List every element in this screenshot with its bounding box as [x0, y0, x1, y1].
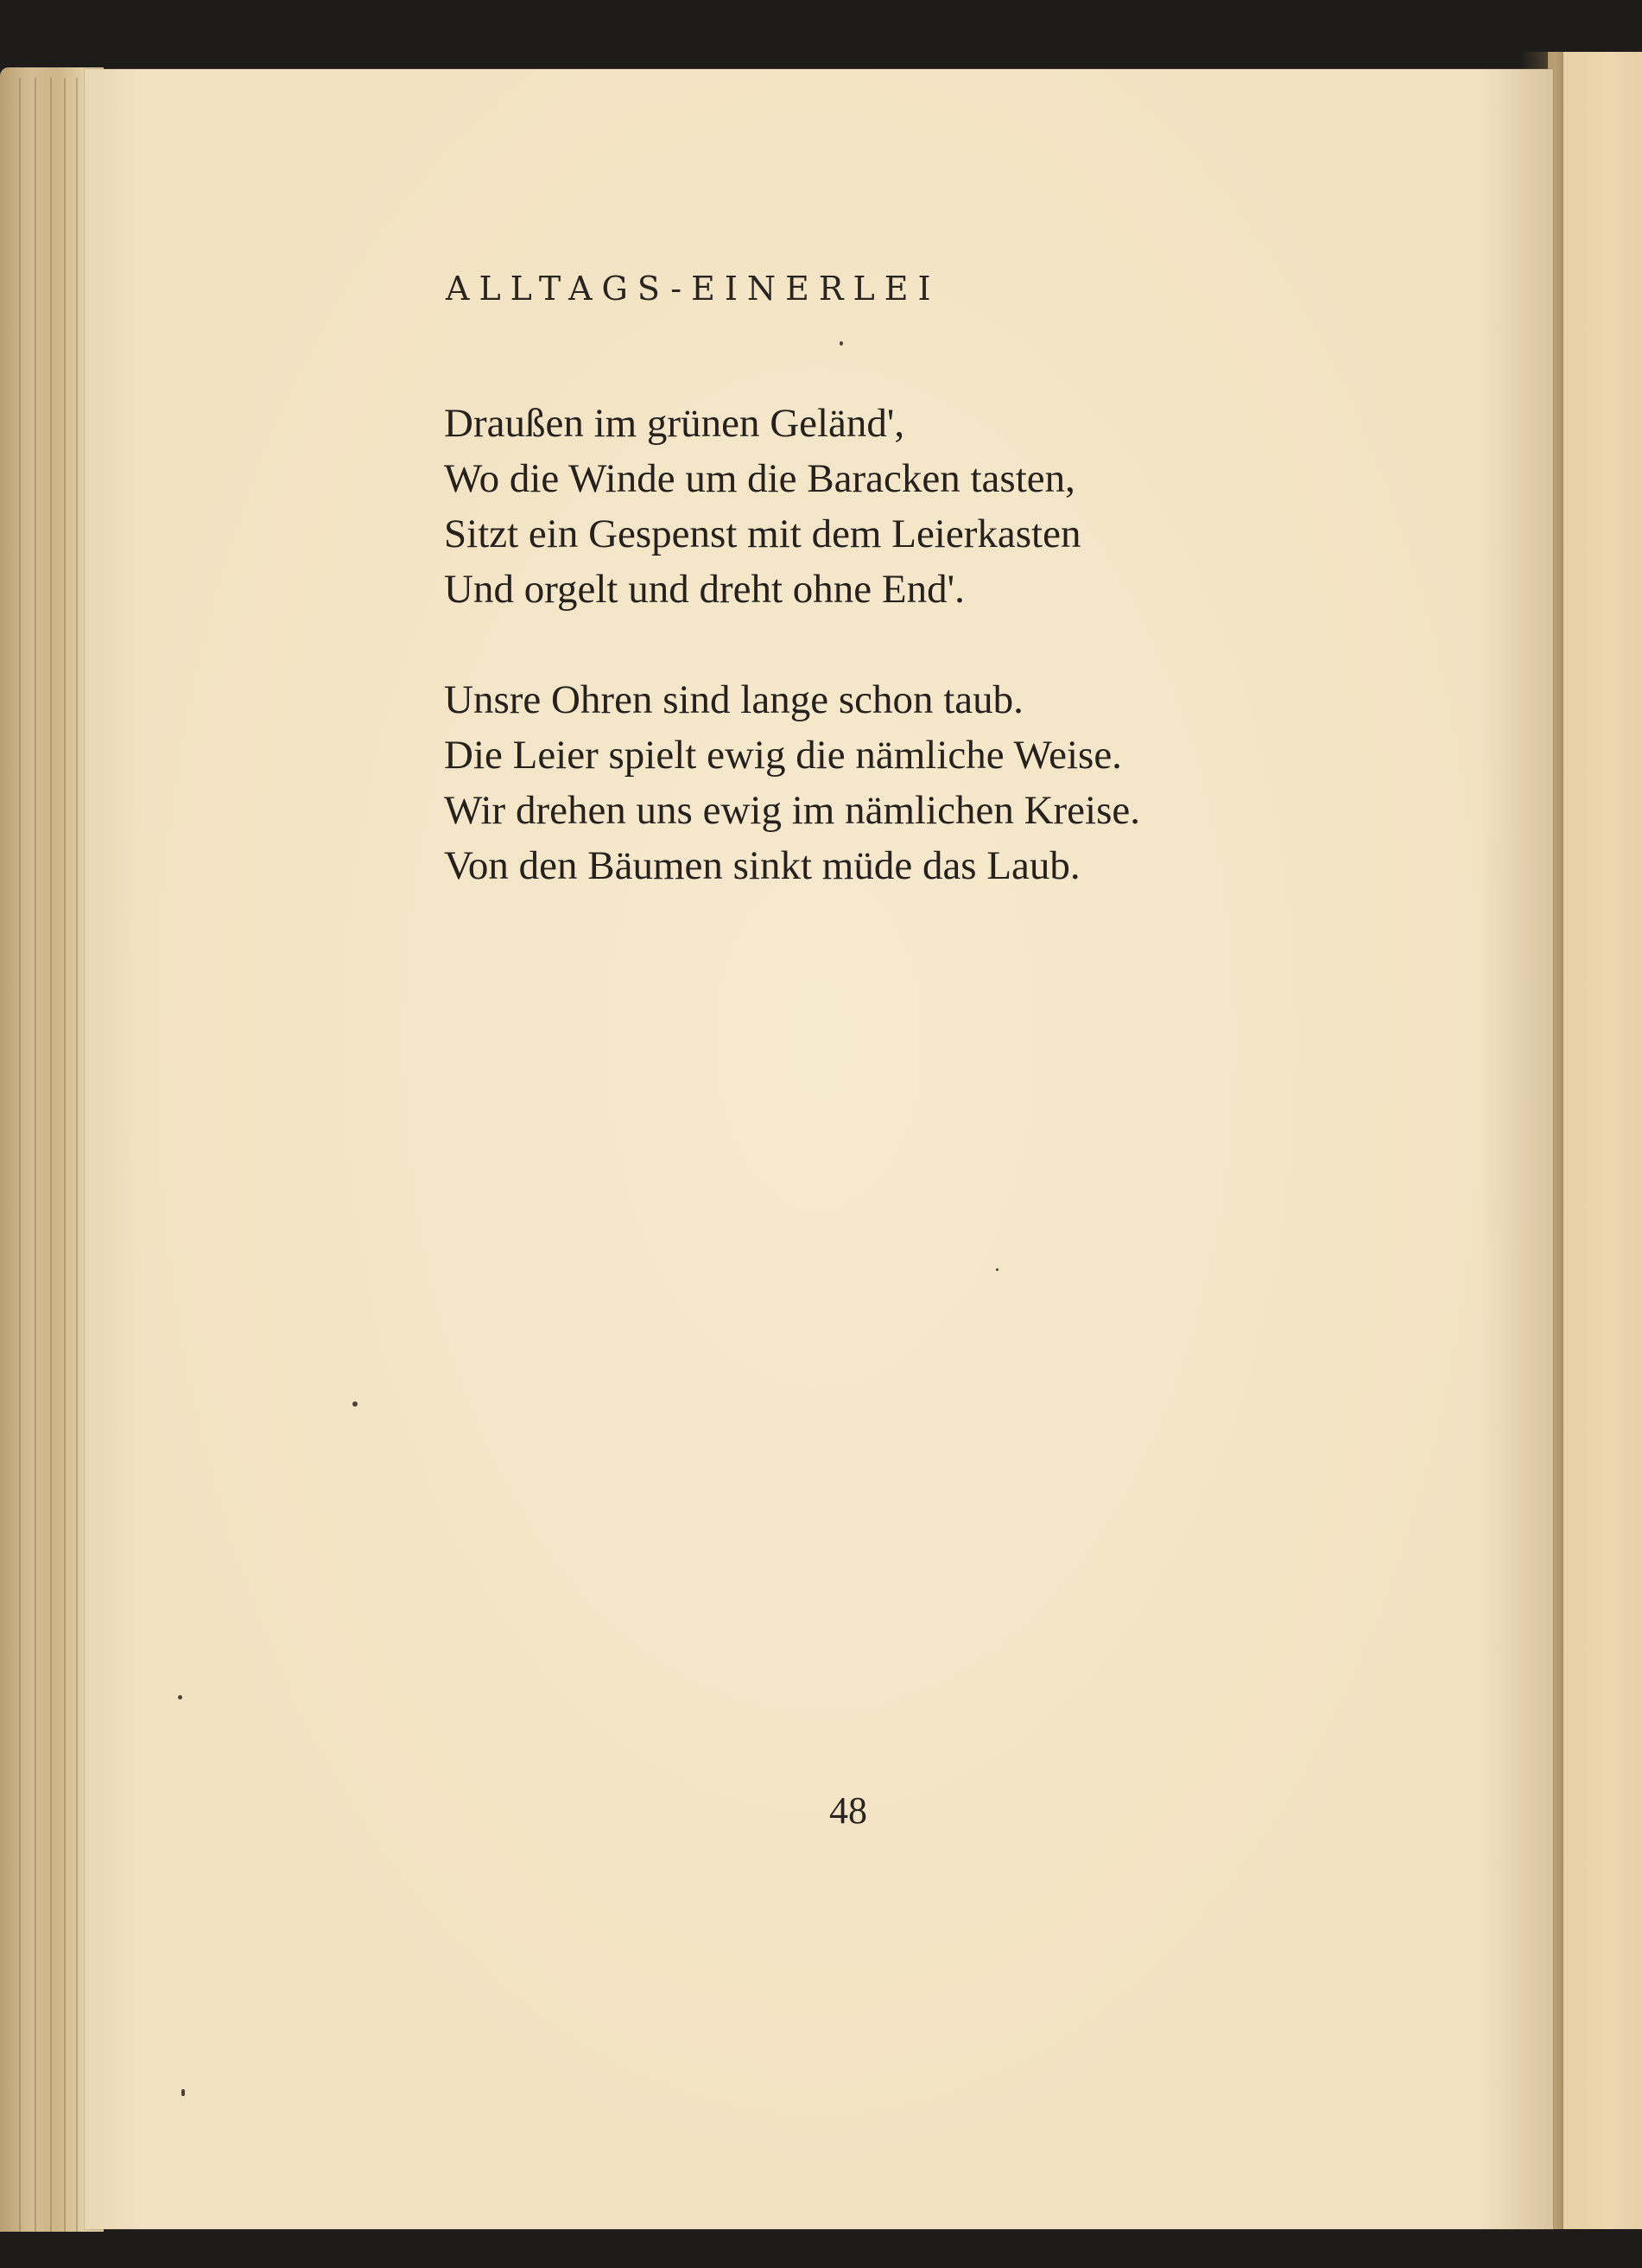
paper-speck [178, 1695, 182, 1699]
page-number: 48 [829, 1789, 867, 1832]
poem-line: Von den Bäumen sinkt müde das Laub. [444, 843, 1081, 888]
poem-line: Sitzt ein Gespenst mit dem Leierkasten [444, 511, 1081, 556]
poem-line: Unsre Ohren sind lange schon taub. [444, 677, 1024, 722]
poem-body [444, 396, 1140, 949]
stanza [444, 672, 1140, 893]
poem-line: Draußen im grünen Geländ', [444, 401, 905, 446]
poem-line: Und orgelt und dreht ohne End'. [444, 567, 965, 612]
poem-line: Wir drehen uns ewig im nämlichen Kreise. [444, 788, 1140, 833]
stanza [444, 396, 1140, 617]
paper-speck [996, 1268, 999, 1271]
paper-speck [352, 1401, 358, 1407]
book-page [85, 69, 1553, 2229]
poem-line: Die Leier spielt ewig die nämliche Weise. [444, 733, 1122, 778]
poem-line: Wo die Winde um die Baracken tasten, [444, 456, 1075, 501]
poem-title: ALLTAGS-EINERLEI [446, 270, 941, 308]
paper-speck [181, 2089, 185, 2096]
paper-speck [840, 341, 843, 346]
